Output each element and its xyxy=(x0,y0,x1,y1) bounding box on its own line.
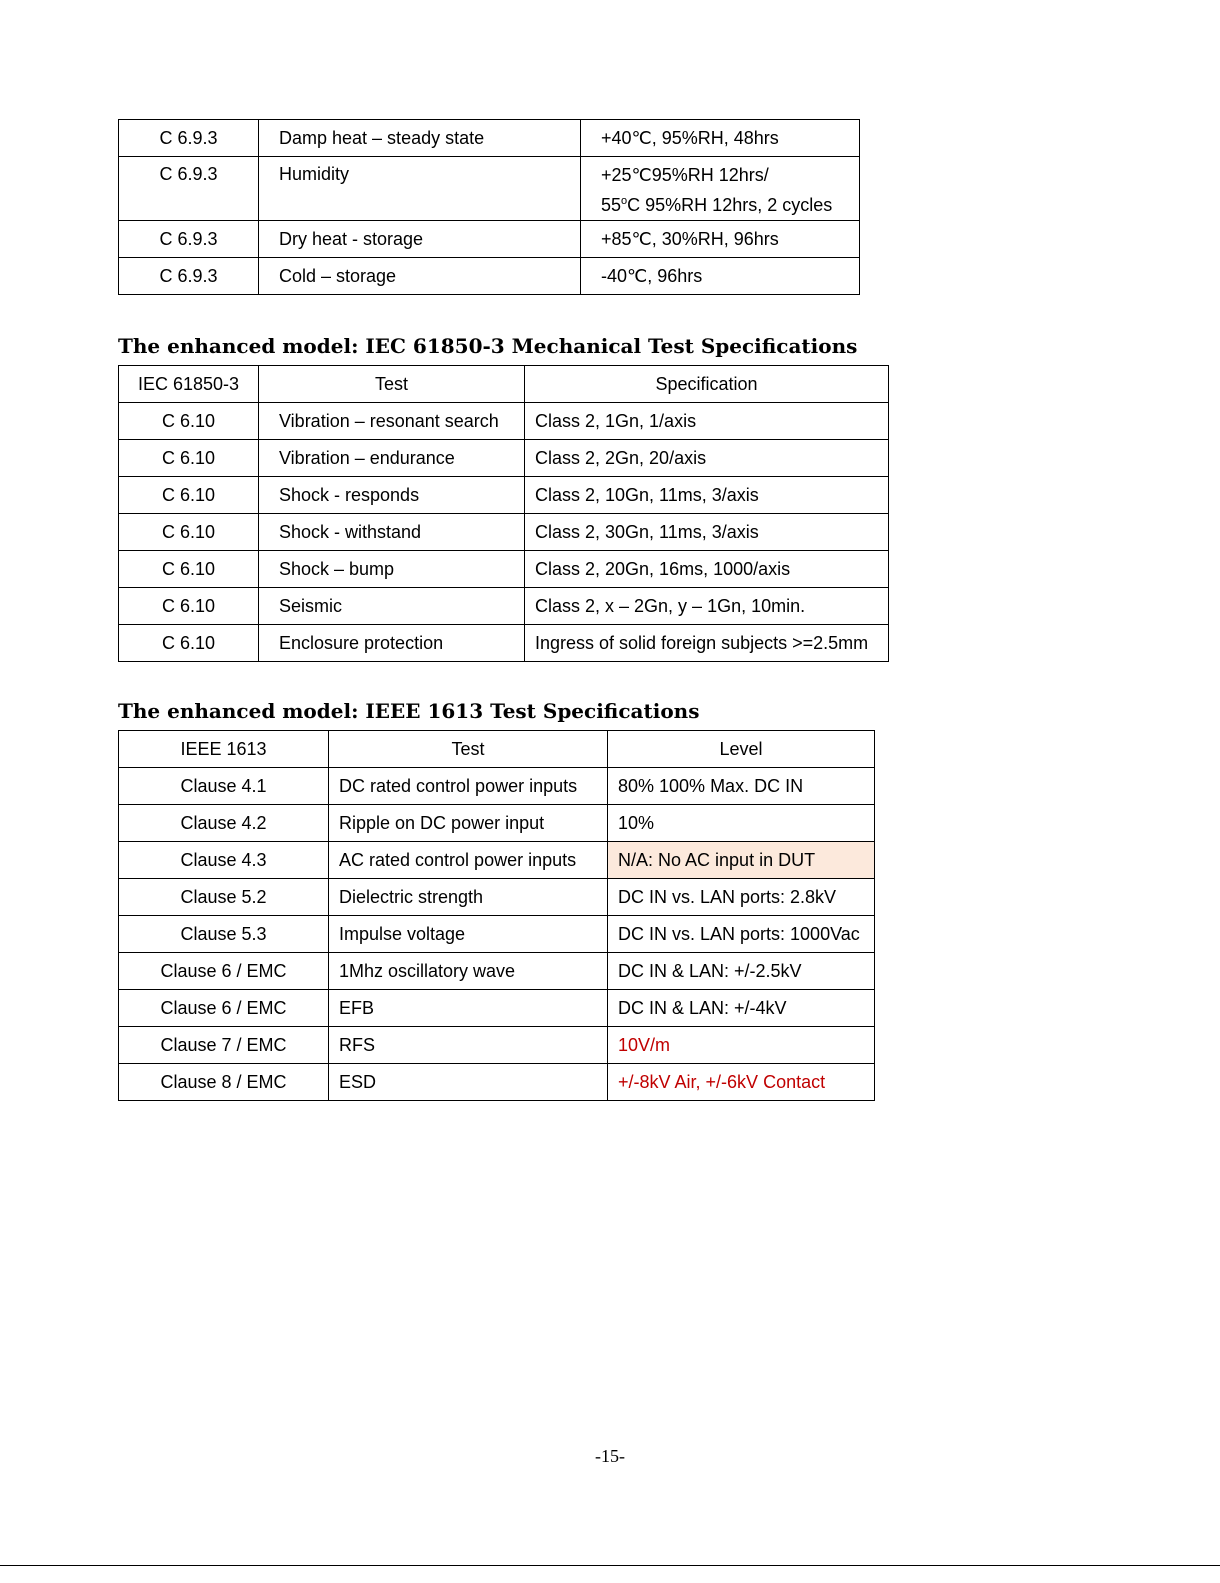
clause-cell: C 6.9.3 xyxy=(119,120,259,157)
table-row xyxy=(119,1064,875,1101)
spec-cell: Class 2, 2Gn, 20/axis xyxy=(525,440,889,477)
red-level-cell: +/-8kV Air, +/-6kV Contact xyxy=(608,1064,875,1101)
test-cell: Impulse voltage xyxy=(329,916,608,953)
clause-cell: Clause 5.2 xyxy=(119,879,329,916)
test-cell: 1Mhz oscillatory wave xyxy=(329,953,608,990)
clause-cell: Clause 8 / EMC xyxy=(119,1064,329,1101)
highlighted-level-cell: N/A: No AC input in DUT xyxy=(608,842,875,879)
table-row xyxy=(119,157,860,221)
test-cell: Vibration – endurance xyxy=(259,440,525,477)
spec-cell: Class 2, 10Gn, 11ms, 3/axis xyxy=(525,477,889,514)
table-row xyxy=(119,120,860,157)
table-row xyxy=(119,403,889,440)
test-cell: RFS xyxy=(329,1027,608,1064)
level-cell: -40℃, 96hrs xyxy=(581,258,860,295)
test-cell: EFB xyxy=(329,990,608,1027)
clause-cell: C 6.10 xyxy=(119,440,259,477)
test-cell: Shock - withstand xyxy=(259,514,525,551)
test-cell: Dry heat - storage xyxy=(259,221,581,258)
spec-cell: Class 2, 30Gn, 11ms, 3/axis xyxy=(525,514,889,551)
table-row xyxy=(119,805,875,842)
column-header: IEEE 1613 xyxy=(119,731,329,768)
spec-cell: Class 2, x – 2Gn, y – 1Gn, 10min. xyxy=(525,588,889,625)
test-cell: ESD xyxy=(329,1064,608,1101)
table-row xyxy=(119,625,889,662)
test-cell: Damp heat – steady state xyxy=(259,120,581,157)
table-header-row xyxy=(119,366,889,403)
level-cell: DC IN vs. LAN ports: 2.8kV xyxy=(608,879,875,916)
test-cell: Dielectric strength xyxy=(329,879,608,916)
level-cell: +85℃, 30%RH, 96hrs xyxy=(581,221,860,258)
clause-cell: Clause 4.1 xyxy=(119,768,329,805)
ieee-test-table xyxy=(118,730,875,1101)
test-cell: DC rated control power inputs xyxy=(329,768,608,805)
table-row xyxy=(119,588,889,625)
mechanical-test-table xyxy=(118,365,889,662)
mechanical-section-title: The enhanced model: IEC 61850-3 Mechanical Test Specifications xyxy=(118,334,858,358)
level-cell: DC IN & LAN: +/-4kV xyxy=(608,990,875,1027)
clause-cell: C 6.10 xyxy=(119,551,259,588)
clause-cell: Clause 6 / EMC xyxy=(119,953,329,990)
table-row xyxy=(119,953,875,990)
level-cell: DC IN & LAN: +/-2.5kV xyxy=(608,953,875,990)
column-header: Level xyxy=(608,731,875,768)
test-cell: Vibration – resonant search xyxy=(259,403,525,440)
level-line-2: 55$^o$C 95%RH 12hrs, 2 cycles xyxy=(601,195,833,215)
test-cell: Ripple on DC power input xyxy=(329,805,608,842)
clause-cell: C 6.10 xyxy=(119,477,259,514)
clause-cell: C 6.9.3 xyxy=(119,157,259,221)
clause-cell: C 6.9.3 xyxy=(119,258,259,295)
table-row xyxy=(119,477,889,514)
clause-cell: Clause 6 / EMC xyxy=(119,990,329,1027)
ieee-section-title: The enhanced model: IEEE 1613 Test Specifications xyxy=(118,699,700,723)
column-header: IEC 61850-3 xyxy=(119,366,259,403)
level-cell xyxy=(581,157,860,221)
spec-cell: Class 2, 1Gn, 1/axis xyxy=(525,403,889,440)
clause-cell: Clause 5.3 xyxy=(119,916,329,953)
table-row xyxy=(119,440,889,477)
page-number: -15- xyxy=(595,1446,625,1466)
level-cell: DC IN vs. LAN ports: 1000Vac xyxy=(608,916,875,953)
table-row xyxy=(119,916,875,953)
red-level-cell: 10V/m xyxy=(608,1027,875,1064)
test-cell: Humidity xyxy=(259,157,581,221)
table-row xyxy=(119,768,875,805)
table-row xyxy=(119,514,889,551)
table-row xyxy=(119,879,875,916)
clause-cell: Clause 4.2 xyxy=(119,805,329,842)
column-header: Specification xyxy=(525,366,889,403)
column-header: Test xyxy=(259,366,525,403)
test-cell: Shock - responds xyxy=(259,477,525,514)
test-cell: Cold – storage xyxy=(259,258,581,295)
clause-cell: C 6.10 xyxy=(119,514,259,551)
table-row xyxy=(119,842,875,879)
table-row xyxy=(119,551,889,588)
table-row xyxy=(119,990,875,1027)
test-cell: Seismic xyxy=(259,588,525,625)
clause-cell: C 6.10 xyxy=(119,588,259,625)
table-row xyxy=(119,1027,875,1064)
level-cell: +40℃, 95%RH, 48hrs xyxy=(581,120,860,157)
level-cell: 80% 100% Max. DC IN xyxy=(608,768,875,805)
level-cell: 10% xyxy=(608,805,875,842)
page-bottom-divider xyxy=(0,1565,1220,1566)
test-cell: Enclosure protection xyxy=(259,625,525,662)
spec-cell: Class 2, 20Gn, 16ms, 1000/axis xyxy=(525,551,889,588)
table-row xyxy=(119,221,860,258)
test-cell: Shock – bump xyxy=(259,551,525,588)
clause-cell: C 6.10 xyxy=(119,403,259,440)
level-line-1: +25℃95%RH 12hrs/ xyxy=(601,165,769,185)
clause-cell: Clause 7 / EMC xyxy=(119,1027,329,1064)
clause-cell: C 6.10 xyxy=(119,625,259,662)
column-header: Test xyxy=(329,731,608,768)
table-header-row xyxy=(119,731,875,768)
clause-cell: Clause 4.3 xyxy=(119,842,329,879)
environmental-test-table xyxy=(118,119,860,295)
spec-cell: Ingress of solid foreign subjects >=2.5mm xyxy=(525,625,889,662)
table-row xyxy=(119,258,860,295)
test-cell: AC rated control power inputs xyxy=(329,842,608,879)
clause-cell: C 6.9.3 xyxy=(119,221,259,258)
